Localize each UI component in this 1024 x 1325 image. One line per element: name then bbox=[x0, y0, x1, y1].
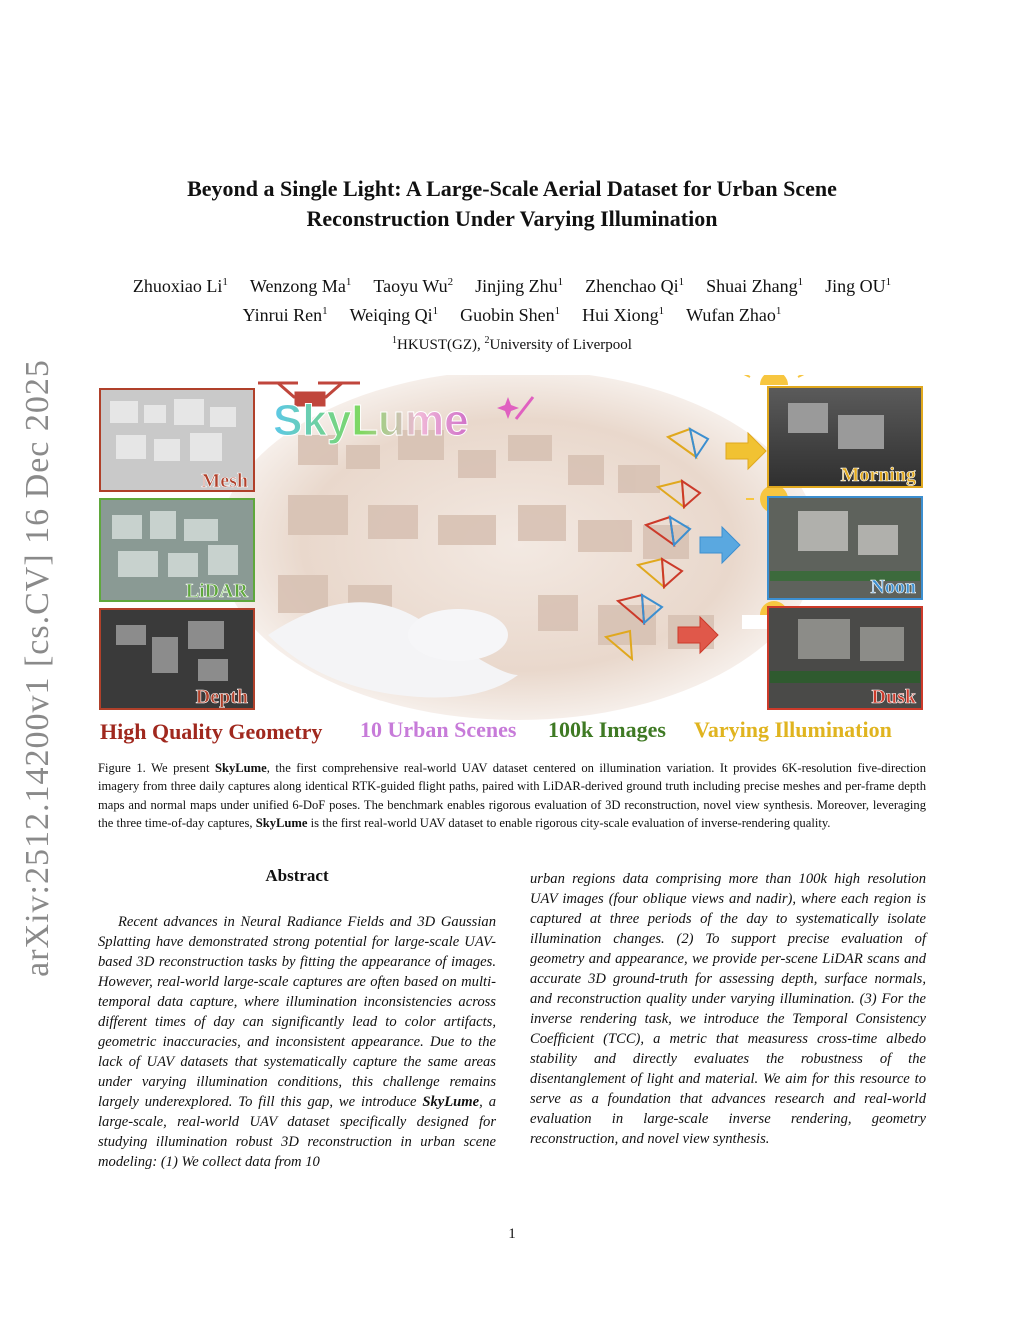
label-10-urban-scenes: 10 Urban Scenes bbox=[360, 717, 517, 742]
author-affiliation-mark: 1 bbox=[432, 305, 439, 317]
author-name: Shuai Zhang bbox=[706, 276, 798, 296]
figure-1 bbox=[98, 375, 926, 753]
author-affiliation-mark: 1 bbox=[557, 276, 564, 288]
row1-author bbox=[706, 270, 803, 299]
author-affiliation-mark: 1 bbox=[222, 276, 228, 288]
skylume-logo: SkyLume bbox=[273, 396, 469, 445]
arxiv-sidebar bbox=[16, 358, 60, 977]
caption-name-1: SkyLume bbox=[214, 761, 267, 775]
row2-author bbox=[582, 299, 664, 328]
arxiv-id: arXiv:2512.14200v1 [cs.CV] 16 Dec 2025 bbox=[19, 358, 56, 977]
panel-lidar bbox=[100, 499, 254, 602]
panel-morning bbox=[768, 387, 922, 487]
depth-label: Depth bbox=[195, 686, 248, 708]
author-block bbox=[80, 270, 944, 356]
noon-label: Noon bbox=[870, 576, 916, 598]
affiliations bbox=[80, 330, 944, 356]
label-high-quality-geometry: High Quality Geometry bbox=[100, 719, 323, 744]
row1-author bbox=[250, 270, 352, 299]
author-name: Jing OU bbox=[825, 276, 886, 296]
title-line-2: Reconstruction Under Varying Illumination bbox=[306, 206, 718, 231]
row2-author bbox=[243, 299, 328, 328]
author-affiliation-mark: 1 bbox=[345, 276, 352, 288]
mesh-label: Mesh bbox=[201, 470, 248, 492]
author-affiliation-mark: 1 bbox=[797, 276, 804, 288]
affiliation-name: University of Liverpool bbox=[489, 337, 632, 353]
dusk-label: Dusk bbox=[871, 686, 916, 708]
author-affiliation-mark: 1 bbox=[885, 276, 892, 288]
figure-caption bbox=[98, 759, 926, 832]
panel-dusk bbox=[768, 607, 922, 709]
author-name: Wenzong Ma bbox=[249, 276, 346, 296]
authors-row-1 bbox=[80, 270, 944, 299]
authors-row-2 bbox=[80, 299, 944, 328]
caption-prefix: Figure 1. We present bbox=[98, 761, 215, 775]
row1-author bbox=[373, 270, 453, 299]
label-varying-illumination: Varying Illumination bbox=[694, 717, 892, 742]
page-number: 1 bbox=[508, 1226, 516, 1242]
author-affiliation-mark: 1 bbox=[775, 305, 782, 317]
abstract-left-column bbox=[98, 912, 496, 1172]
affiliation-name: HKUST(GZ), bbox=[397, 337, 485, 353]
author-name: Jinjing Zhu bbox=[475, 276, 558, 296]
row2-author bbox=[350, 299, 439, 328]
abstract-right-column: urban regions data comprising more than 100k high resolution UAV images (four oblique views and nadir), where each region is captured at three periods of the day to systematically isolate illumination changes. (2) To support precise evaluation of geometry and appearance, we provide per-scene LiDAR scans and accurate 3D ground-truth for assessing depth, surface normals, and reconstruction quality under varying illumination. (3) For the inverse rendering task, we introduce the Temporal Consistency Coefficient (TCC), a metric that measuress cross-time albedo stability and directly evaluates the robustness of the disentanglement of light and material. We aim for this resource to serve as a foundation that advances research and real-world evaluation in large-scale inverse rendering, geometry reconstruction, and novel view synthesis. bbox=[530, 871, 926, 1147]
caption-text-2: is the first real-world UAV dataset to enable rigorous city-scale evaluation of inverse-rendering quality. bbox=[307, 815, 831, 830]
row2-author bbox=[460, 299, 560, 328]
row1-author bbox=[133, 270, 228, 299]
abstract-heading: Abstract bbox=[265, 866, 329, 885]
label-100k-images: 100k Images bbox=[548, 717, 666, 742]
caption-name-2: SkyLume bbox=[255, 815, 308, 830]
title-line-1: Beyond a Single Light: A Large-Scale Aerial Dataset for Urban Scene bbox=[187, 176, 837, 201]
row1-author bbox=[475, 270, 563, 299]
lidar-label: LiDAR bbox=[185, 580, 248, 602]
author-affiliation-mark: 1 bbox=[554, 305, 561, 317]
author-name: Zhuoxiao Li bbox=[132, 276, 223, 296]
author-name: Hui Xiong bbox=[582, 305, 659, 325]
row1-author bbox=[825, 270, 891, 299]
panel-depth bbox=[100, 609, 254, 709]
abstract-left-text-a: Recent advances in Neural Radiance Fields and 3D Gaussian Splatting have demonstrated strong potential for large-scale UAV-based 3D reconstruction tasks by fitting the appearance of images. However, real-world large-scale captures are often based on multi-temporal data capture, where illumination inconsistencies across different times of day can significantly lead to color artifacts, geometric inaccuracies, and inconsistent appearance. Due to the lack of UAV datasets that systematically capture the same areas under varying illumination conditions, this challenge remains largely underexplored. To fill this gap, we introduce bbox=[98, 914, 496, 1110]
affiliation-mark: 2 bbox=[484, 335, 490, 346]
author-name: Taoyu Wu bbox=[373, 276, 448, 296]
author-affiliation-mark: 1 bbox=[322, 305, 328, 317]
panel-mesh bbox=[100, 389, 254, 492]
caption-text-1: , the first comprehensive real-world UAV dataset centered on illumination variation. It provides 6K-resolution five-direction imagery from three daily captures along identical RTK-guided flight paths, paired with LiDAR-derived ground truth including precise meshes and per-frame depth maps and normal maps under unified 6-DoF poses. The benchmark enables rigorous evaluation of 3D reconstruction, novel view synthesis. Moreover, leveraging the three time-of-day captures, bbox=[98, 761, 926, 830]
author-name: Yinrui Ren bbox=[242, 305, 323, 325]
author-name: Guobin Shen bbox=[460, 305, 555, 325]
affiliation-mark: 1 bbox=[392, 335, 397, 346]
abstract-left-text-b: , a large-scale, real-world UAV dataset specifically designed for studying illumination robust 3D reconstruction in urban scene modeling: (1) We collect data from 10 bbox=[98, 1094, 497, 1170]
author-affiliation-mark: 1 bbox=[678, 276, 685, 288]
row2-author bbox=[686, 299, 781, 328]
author-affiliation-mark: 1 bbox=[658, 305, 665, 317]
panel-noon bbox=[768, 497, 922, 599]
author-name: Weiqing Qi bbox=[349, 305, 433, 325]
morning-label: Morning bbox=[840, 464, 916, 486]
author-affiliation-mark: 2 bbox=[447, 276, 454, 288]
paper-title bbox=[100, 174, 924, 234]
author-name: Wufan Zhao bbox=[686, 305, 776, 325]
abstract-left-name: SkyLume bbox=[422, 1094, 480, 1110]
author-name: Zhenchao Qi bbox=[585, 276, 679, 296]
row1-author bbox=[585, 270, 684, 299]
